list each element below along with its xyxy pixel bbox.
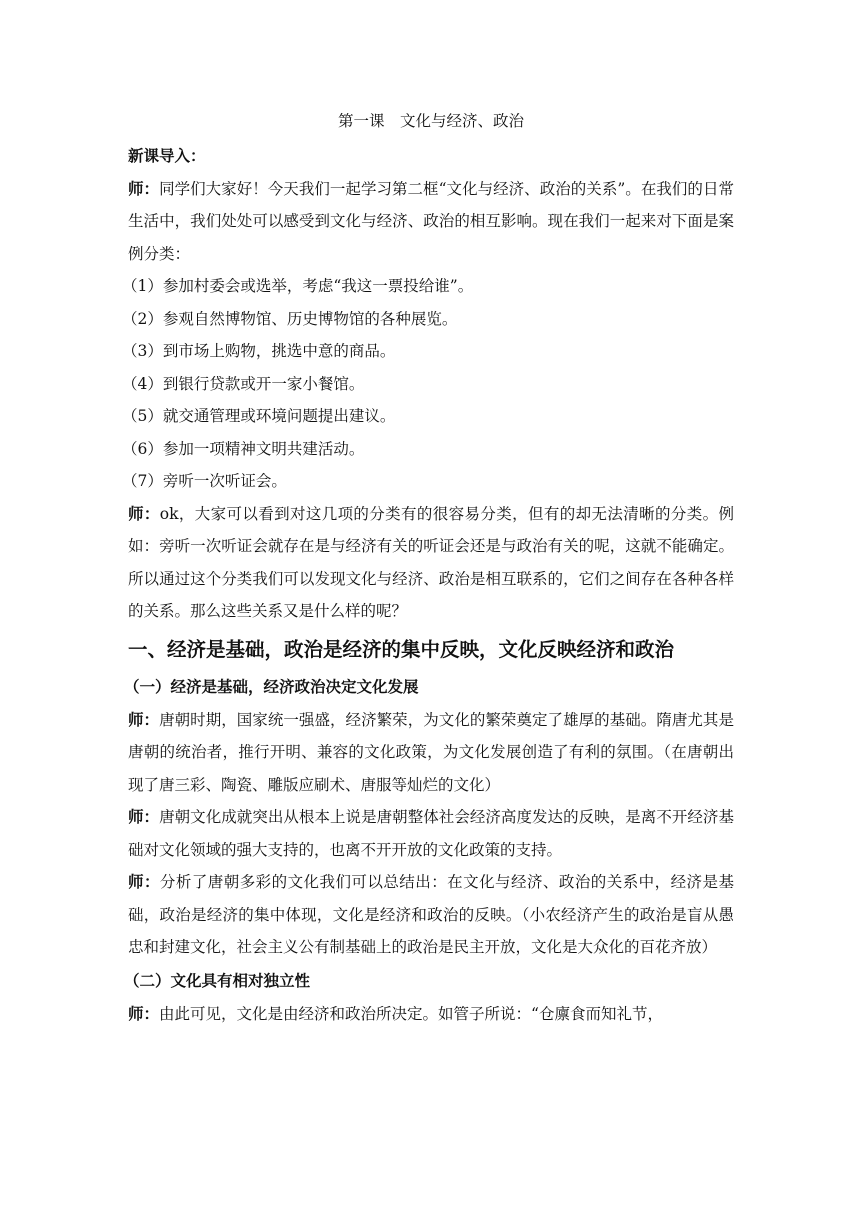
paragraph-text: ok，大家可以看到对这几项的分类有的很容易分类，但有的却无法清晰的分类。例如：旁听一次听证会就存在是与经济有关的听证会还是与政治有关的呢，这就不能确定。所以通过这个分类我们可以发现文化与经济、政治是相互联系的，它们之间存在各种各样的关系。那么这些关系又是什么样的呢？ [128, 504, 734, 620]
list-item: （5）就交通管理或环境问题提出建议。 [122, 407, 396, 425]
document-page [122, 106, 734, 1030]
paragraph-5 [128, 866, 734, 964]
lesson-title: 第一课 文化与经济、政治 [337, 112, 524, 130]
subsection-heading-1: （一）经济是基础，经济政治决定文化发展 [124, 677, 419, 696]
paragraph-text: 唐朝文化成就突出从根本上说是唐朝整体社会经济高度发达的反映，是离不开经济基础对文化领域的强大支持的，也离不开开放的文化政策的支持。 [128, 808, 734, 859]
speaker-label: 师： [128, 873, 160, 891]
list-item: （4）到银行贷款或开一家小餐馆。 [122, 374, 365, 393]
paragraph-4 [128, 801, 734, 866]
paragraph-text: 同学们大家好！今天我们一起学习第二框“文化与经济、政治的关系”。在我们的日常生活中，我们处处可以感受到文化与经济、政治的相互影响。现在我们一起来对下面是案例分类： [128, 179, 734, 263]
paragraph-3 [128, 704, 734, 802]
paragraph-1 [128, 173, 734, 271]
paragraph-6 [128, 998, 734, 1031]
list-item: （3）到市场上购物，挑选中意的商品。 [122, 342, 396, 360]
paragraph-text: 分析了唐朝多彩的文化我们可以总结出：在文化与经济、政治的关系中，经济是基础，政治是经济的集中体现，文化是经济和政治的反映。（小农经济产生的政治是盲从愚忠和封建文化，社会主义公有制基础上的政治是民主开放，文化是大众化的百花齐放） [128, 873, 734, 956]
intro-heading: 新课导入： [128, 147, 206, 165]
speaker-label: 师： [128, 179, 160, 198]
paragraph-text: 唐朝时期，国家统一强盛，经济繁荣，为文化的繁荣奠定了雄厚的基础。隋唐尤其是唐朝的统治者，推行开明、兼容的文化政策，为文化发展创造了有利的氛围。（在唐朝出现了唐三彩、陶瓷、雕版应刷术、唐服等灿烂的文化） [128, 710, 734, 794]
list-item: （2）参观自然博物馆、历史博物馆的各种展览。 [122, 309, 458, 328]
list-item: （6）参加一项精神文明共建活动。 [122, 439, 365, 458]
paragraph-2 [128, 498, 734, 628]
list-item: （7）旁听一次听证会。 [122, 472, 287, 490]
speaker-label: 师： [128, 710, 160, 729]
speaker-label: 师： [128, 1004, 160, 1023]
speaker-label: 师： [128, 808, 160, 826]
section-heading-1: 一、经济是基础，政治是经济的集中反映，文化反映经济和政治 [128, 637, 675, 661]
subsection-heading-2: （二）文化具有相对独立性 [124, 971, 311, 990]
list-item: （1）参加村委会或选举，考虑“我这一票投给谁”。 [122, 277, 474, 295]
speaker-label: 师： [128, 504, 160, 523]
paragraph-text: 由此可见，文化是由经济和政治所决定。如管子所说：“仓廪食而知礼节， [159, 1004, 663, 1023]
